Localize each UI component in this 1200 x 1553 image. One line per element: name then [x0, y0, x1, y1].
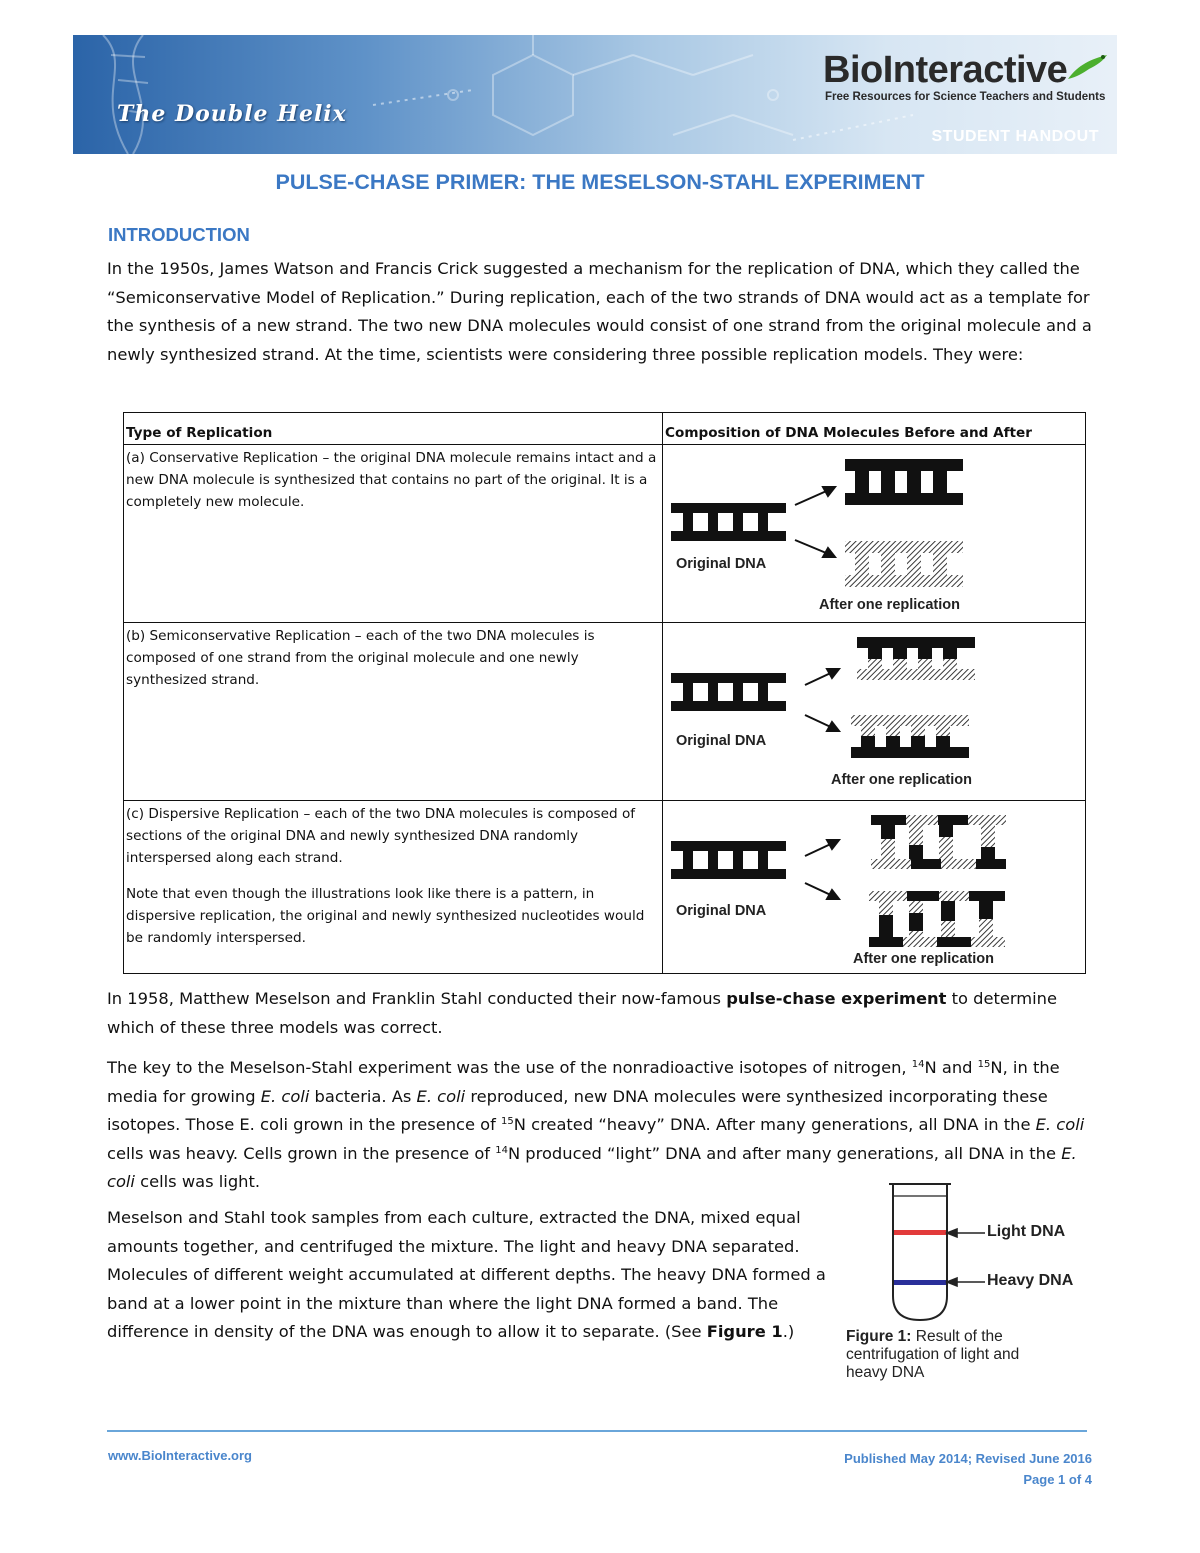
new-molecule: [845, 541, 963, 587]
header-banner: [73, 35, 1117, 154]
after-replication-label: After one replication: [831, 772, 972, 788]
footer-publication-info: [844, 1448, 1092, 1490]
original-dna-molecule: [671, 673, 786, 711]
centrifuge-tube: [889, 1184, 951, 1320]
semiconservative-diagram: [663, 623, 1086, 801]
document-title: PULSE-CHASE PRIMER: THE MESELSON-STAHL EXPERIMENT: [275, 170, 925, 194]
conservative-diagram: [663, 445, 1086, 623]
table-row-conservative: [124, 445, 1086, 623]
conservative-description: (a) Conservative Replication – the original DNA molecule remains intact and a new DNA molecule is synthesized that contains no part of the original. It is a completely new molecule.: [124, 445, 663, 623]
light-dna-label: Light DNA: [987, 1223, 1066, 1240]
original-dna-label: Original DNA: [676, 556, 767, 572]
centrifuge-tube-diagram: [845, 1178, 1105, 1328]
dispersed-molecule-top: [871, 815, 1006, 869]
dispersive-diagram: [663, 801, 1086, 974]
conservative-replication-diagram: [663, 445, 1086, 620]
footer-divider: [107, 1430, 1087, 1432]
replication-arrows: [805, 669, 839, 731]
light-dna-band: [894, 1230, 946, 1235]
handout-label: STUDENT HANDOUT: [931, 128, 1099, 145]
semiconservative-description: (b) Semiconservative Replication – each of the two DNA molecules is composed of one strand from the original molecule and one newly synthesized strand.: [124, 623, 663, 801]
after-replication-label: After one replication: [853, 951, 994, 967]
brand-logo-text: BioInteractive: [823, 49, 1068, 91]
pulse-chase-term: pulse-chase experiment: [726, 989, 947, 1008]
brand-tagline: Free Resources for Science Teachers and Students: [825, 91, 1106, 103]
header-type-of-replication: Type of Replication: [124, 413, 663, 445]
page-number: Page 1 of 4: [1023, 1472, 1092, 1487]
hybrid-molecule-bottom: [851, 715, 969, 758]
table-row-dispersive: [124, 801, 1086, 974]
centrifugation-paragraph: Meselson and Stahl took samples from each culture, extracted the DNA, mixed equal amounts together, and centrifuged the mixture. The light and heavy DNA separated. Molecules of different weight accumulated at different depths. The heavy DNA formed a band at a lower point in the mixture than where the light DNA formed a band. The difference in density of the DNA was enough to allow it to separate. (See Figure 1.): [107, 1208, 826, 1341]
label-arrows: [947, 1229, 985, 1286]
replication-models-table: [123, 412, 1086, 974]
series-title: The Double Helix: [117, 101, 347, 127]
after-replication-label: After one replication: [819, 597, 960, 613]
figure-1-caption: Figure 1: Result of the centrifugation of light and heavy DNA: [846, 1328, 1020, 1381]
figure-1: [845, 1178, 1105, 1388]
section-heading-introduction: INTRODUCTION: [108, 224, 250, 245]
publication-date: Published May 2014; Revised June 2016: [844, 1451, 1092, 1466]
replication-arrows: [795, 487, 835, 557]
isotope-paragraph: The key to the Meselson-Stahl experiment was the use of the nonradioactive isotopes of nitrogen, $^{14}$N and $^{15}$N, in the media for growing E. coli bacteria. As E. coli reproduced, new DNA molecules were synthesized incorporating these isotopes. Those E. coli grown in the presence of $^{15}$N created “heavy” DNA. After many generations, all DNA in the E. coli cells was heavy. Cells grown in the presence of $^{14}$N produced “light” DNA and after many generations, all DNA in the E. coli cells was light.: [107, 1058, 1085, 1191]
pulse-chase-paragraph: In 1958, Matthew Meselson and Franklin Stahl conducted their now-famous pulse-chase experiment to determine which of these three models was correct.: [107, 989, 1057, 1037]
dispersive-note: Note that even though the illustrations look like there is a pattern, in dispersive replication, the original and newly synthesized nucleotides would be randomly interspersed.: [126, 886, 645, 946]
dispersive-replication-diagram: [663, 801, 1086, 973]
replication-arrows: [805, 840, 839, 899]
dispersed-molecule-bottom: [869, 891, 1005, 947]
header-composition: Composition of DNA Molecules Before and After: [663, 413, 1086, 445]
conserved-molecule: [845, 459, 963, 505]
dispersive-description: (c) Dispersive Replication – each of the two DNA molecules is composed of sections of the original DNA and newly synthesized DNA randomly interspersed along each strand. Note that even though the illustrations look like there is a pattern, in dispersive replication, the original and newly synthesized nucleotides would be randomly interspersed.: [124, 801, 663, 974]
hybrid-molecule-top: [857, 637, 975, 680]
table-header-row: [124, 413, 1086, 445]
lizard-logo-icon: [1063, 47, 1113, 87]
intro-paragraph: In the 1950s, James Watson and Francis Crick suggested a mechanism for the replication of DNA, which they called the “Semiconservative Model of Replication.” During replication, each of the two strands of DNA would act as a template for the synthesis of a new strand. The two new DNA molecules would consist of one strand from the original molecule and a newly synthesized strand. At the time, scientists were considering three possible replication models. They were:: [107, 259, 1092, 364]
original-dna-label: Original DNA: [676, 733, 767, 749]
original-dna-molecule: [671, 841, 786, 879]
heavy-dna-band: [894, 1280, 946, 1285]
original-dna-label: Original DNA: [676, 903, 767, 919]
original-dna-molecule: [671, 503, 786, 541]
figure-1-reference: Figure 1: [706, 1322, 783, 1341]
table-row-semiconservative: [124, 623, 1086, 801]
heavy-dna-label: Heavy DNA: [987, 1272, 1074, 1289]
footer-website-link[interactable]: www.BioInteractive.org: [108, 1448, 252, 1463]
